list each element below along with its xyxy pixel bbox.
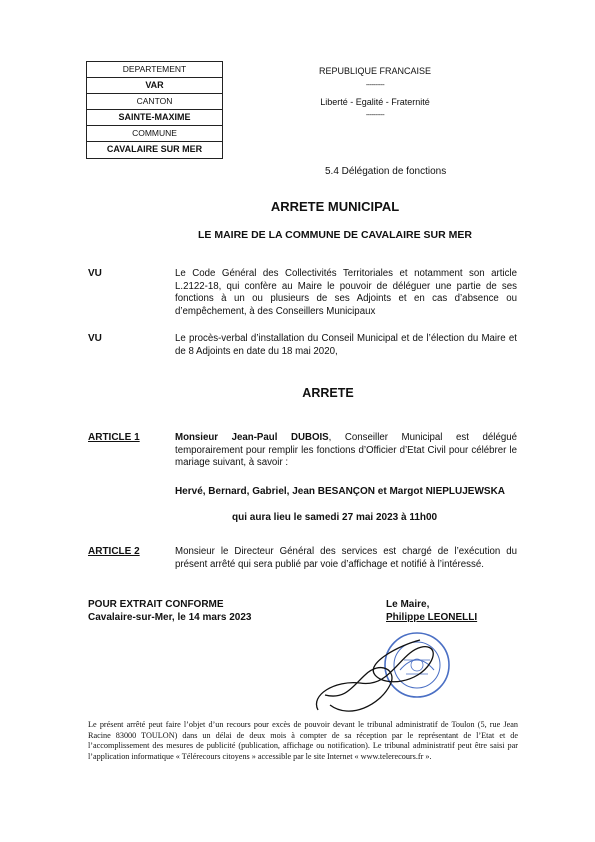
- header-table: [86, 61, 223, 159]
- republic-dash-1: ----------: [365, 82, 385, 89]
- canton-value: SAINTE-MAXIME: [87, 110, 222, 126]
- extrait-conforme: [88, 598, 251, 624]
- article-2-label: ARTICLE 2: [88, 546, 140, 557]
- document-subtitle: LE MAIRE DE LA COMMUNE DE CAVALAIRE SUR MER: [198, 229, 472, 241]
- extrait-line-2: Cavalaire-sur-Mer, le 14 mars 2023: [88, 612, 252, 623]
- vu-label-1: VU: [88, 268, 102, 279]
- article-1-text: [175, 432, 517, 470]
- article-1-body: , Conseiller Municipal est délégué temporairement pour remplir les fonctions d’Officier d’Etat Civil pour célébrer le mariage suivant, à savoir :: [175, 432, 517, 468]
- commune-value: CAVALAIRE SUR MER: [106, 144, 203, 154]
- article-2-text: Monsieur le Directeur Général des services est chargé de l’exécution du présent arrêté qui sera publié par voie d’affichage et notifié à l’intéressé.: [175, 546, 517, 570]
- mayor-signature-icon: [290, 625, 450, 725]
- extrait-line-1: POUR EXTRAIT CONFORME: [88, 599, 224, 610]
- canton-label: CANTON: [87, 94, 222, 110]
- departement-label: DEPARTEMENT: [87, 62, 222, 78]
- wedding-date: qui aura lieu le samedi 27 mai 2023 à 11h00: [232, 512, 438, 523]
- mayor-block: [386, 598, 477, 624]
- departement-value: VAR: [87, 78, 222, 94]
- vu-text-1: Le Code Général des Collectivités Territoriales et notamment son article L.2122-18, qui confère au Maire le pouvoir de déléguer une partie de ses fonctions à un ou plusieurs de ses Adjoints et en cas d’absence ou d’empêchement, à des Conseillers Municipaux: [175, 268, 517, 317]
- subject-line: 5.4 Délégation de fonctions: [325, 166, 447, 177]
- republic-name: REPUBLIQUE FRANCAISE: [318, 66, 432, 76]
- commune-label: COMMUNE: [87, 126, 222, 142]
- document-title: ARRETE MUNICIPAL: [270, 199, 400, 214]
- vu-label-2: VU: [88, 333, 102, 344]
- mayor-name: Philippe LEONELLI: [386, 612, 478, 623]
- article-1-label: ARTICLE 1: [88, 432, 140, 443]
- republic-motto: Liberté - Egalité - Fraternité: [320, 97, 430, 107]
- republic-dash-2: ----------: [365, 112, 385, 119]
- wedding-couple: Hervé, Bernard, Gabriel, Jean BESANÇON et Margot NIEPLUJEWSKA: [174, 486, 506, 497]
- article-1-name: Monsieur Jean-Paul DUBOIS: [175, 432, 329, 443]
- arrete-heading: ARRETE: [302, 386, 354, 400]
- mayor-title: Le Maire,: [386, 599, 430, 610]
- vu-text-2: Le procès-verbal d’installation du Conseil Municipal et de l’élection du Maire et de 8 Adjoints en date du 18 mai 2020,: [175, 333, 517, 357]
- legal-notice: Le présent arrêté peut faire l’objet d’un recours pour excès de pouvoir devant le tribunal administratif de Toulon (5, rue Jean Racine 83000 TOULON) dans un délai de deux mois à compter de sa réception par le représentant de l’Etat et de l’accomplissement des mesures de publicité (publication, affichage ou notification). Le tribunal administratif peut être saisi par l’application informatique « Télérecours citoyens » accessible par le site Internet « www.telerecours.fr ».: [88, 720, 518, 761]
